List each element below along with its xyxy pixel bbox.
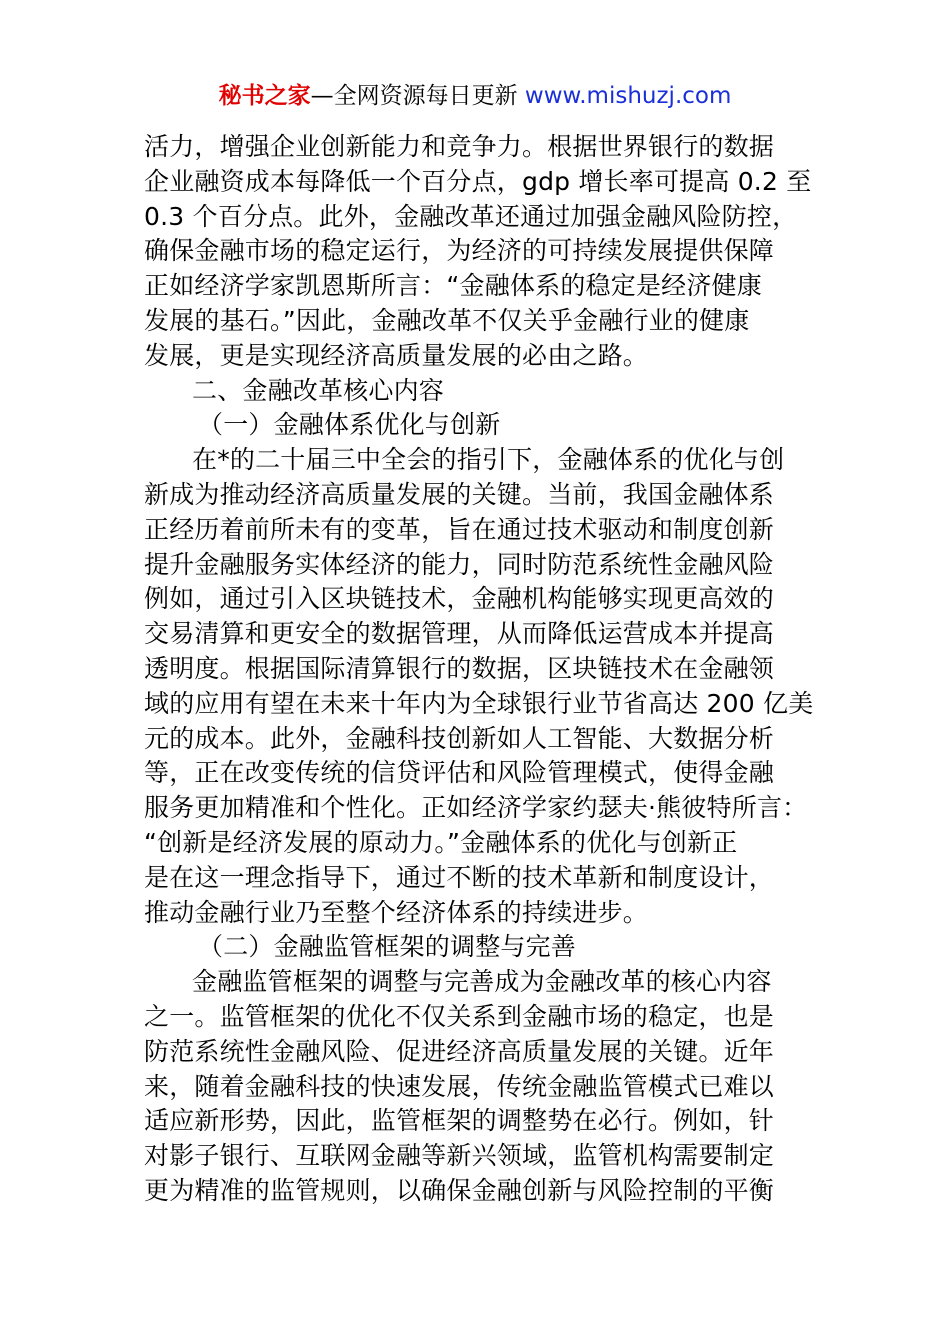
paragraph-line: 例如，通过引入区块链技术，金融机构能够实现更高效的 [144,584,775,614]
paragraph-line: 金融监管框架的调整与完善成为金融改革的核心内容 [192,967,772,997]
site-header [0,80,950,112]
site-url-link[interactable]: www.mishuzj.com [524,83,732,109]
paragraph-line: 透明度。根据国际清算银行的数据，区块链技术在金融领 [144,653,775,683]
paragraph-line: 提升金融服务实体经济的能力，同时防范系统性金融风险 [144,549,775,579]
paragraph-line: 活力，增强企业创新能力和竞争力。根据世界银行的数据 [144,132,775,161]
paragraph-line: “创新是经济发展的原动力。”金融体系的优化与创新正 [144,827,738,857]
paragraph-line: 域的应用有望在未来十年内为全球银行业节省高达 200 亿美 [144,688,814,718]
subsection-heading: （二）金融监管框架的调整与完善 [198,932,577,962]
paragraph-line: 正如经济学家凯恩斯所言：“金融体系的稳定是经济健康 [144,271,762,301]
site-brand: 秘书之家 [218,83,311,109]
subsection-heading: （一）金融体系优化与创新 [198,410,501,440]
paragraph-line: 对影子银行、互联网金融等新兴领域，监管机构需要制定 [144,1141,775,1171]
paragraph-line: 防范系统性金融风险、促进经济高质量发展的关键。近年 [144,1036,775,1066]
paragraph-line: 企业融资成本每降低一个百分点，gdp 增长率可提高 0.2 至 [144,166,812,196]
paragraph-line: 正经历着前所未有的变革，旨在通过技术驱动和制度创新 [144,514,775,544]
section-heading: 二、金融改革核心内容 [192,375,445,405]
paragraph-line: 服务更加精准和个性化。正如经济学家约瑟夫·熊彼特所言： [144,793,808,823]
document-body [144,130,814,1209]
paragraph-line: 交易清算和更安全的数据管理，从而降低运营成本并提高 [144,619,775,649]
paragraph-line: 元的成本。此外，金融科技创新如人工智能、大数据分析 [144,723,775,753]
paragraph-line: 之一。监管框架的优化不仅关系到金融市场的稳定，也是 [144,1001,775,1031]
paragraph-line: 更为精准的监管规则，以确保金融创新与风险控制的平衡 [144,1175,775,1205]
paragraph-line: 推动金融行业乃至整个经济体系的持续进步。 [144,897,649,927]
paragraph-line: 确保金融市场的稳定运行，为经济的可持续发展提供保障 [144,236,775,266]
paragraph-line: 发展，更是实现经济高质量发展的必由之路。 [144,340,649,370]
paragraph-line: 适应新形势，因此，监管框架的调整势在必行。例如，针 [144,1106,775,1136]
paragraph-line: 等，正在改变传统的信贷评估和风险管理模式，使得金融 [144,758,775,788]
paragraph-line: 0.3 个百分点。此外，金融改革还通过加强金融风险防控， [144,201,798,231]
paragraph-line: 新成为推动经济高质量发展的关键。当前，我国金融体系 [144,479,775,509]
site-tagline: —全网资源每日更新 [310,83,525,109]
paragraph-line: 是在这一理念指导下，通过不断的技术革新和制度设计， [144,862,775,892]
paragraph-line: 来，随着金融科技的快速发展，传统金融监管模式已难以 [144,1071,775,1101]
paragraph-line: 发展的基石。”因此，金融改革不仅关乎金融行业的健康 [144,305,750,335]
paragraph-line: 在*的二十届三中全会的指引下，金融体系的优化与创 [192,445,785,475]
